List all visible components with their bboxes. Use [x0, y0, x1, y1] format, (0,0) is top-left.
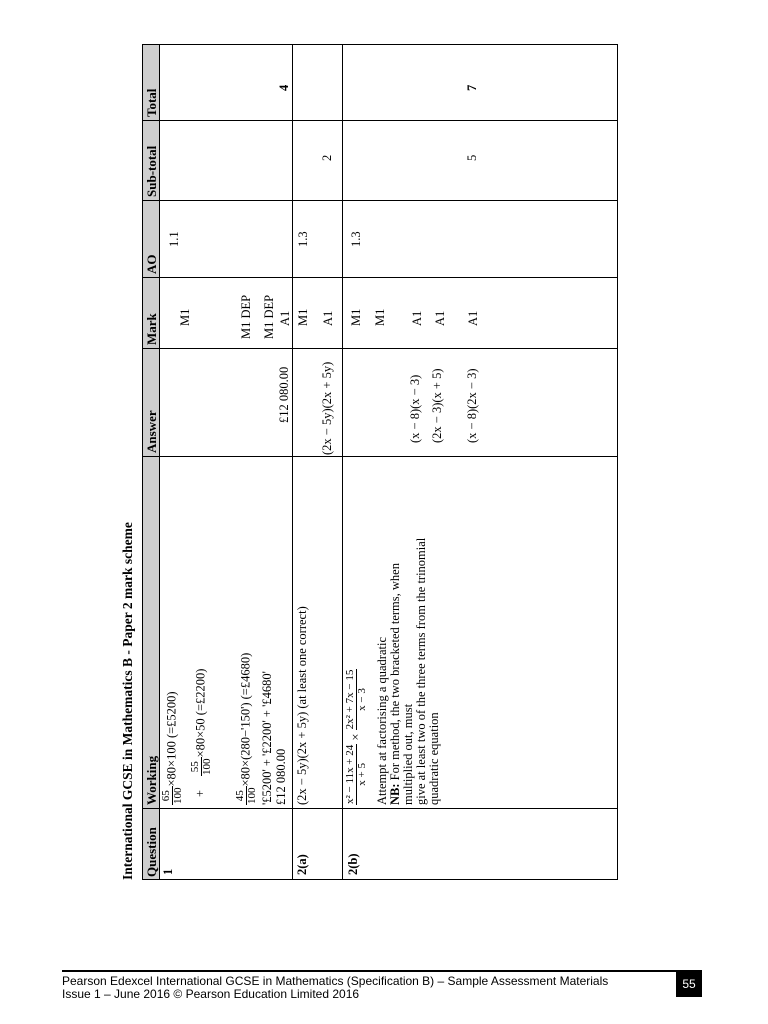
q2a-mark-2: A1 — [321, 310, 335, 326]
header-mark: Mark — [144, 313, 159, 345]
q2b-answer-3: (x − 8)(2x − 3) — [465, 368, 479, 443]
column-divider — [143, 200, 617, 201]
q1-ao: 1.1 — [167, 231, 181, 247]
column-divider — [143, 808, 617, 809]
column-divider — [143, 277, 617, 278]
header-subtotal: Sub-total — [144, 145, 159, 197]
q1-mark-1: M1 — [178, 308, 192, 326]
row-divider — [342, 45, 343, 879]
q2b-mark-3: A1 — [410, 310, 424, 326]
q1-total: 4 — [277, 84, 291, 91]
table-header-row — [143, 45, 160, 879]
q2a-answer: (2x − 5y)(2x + 5y) — [320, 361, 334, 455]
q2b-mark-5: A1 — [466, 310, 480, 326]
page-footer — [62, 975, 662, 1001]
question-2a-label: 2(a) — [295, 854, 309, 875]
q2a-subtotal: 2 — [320, 154, 334, 161]
q1-mark-4: A1 — [278, 310, 292, 326]
question-2b-label: 2(b) — [346, 853, 360, 875]
q2a-ao: 1.3 — [296, 231, 310, 247]
q2b-subtotal: 5 — [465, 154, 479, 161]
q1-mark-2: M1 DEP — [239, 294, 253, 339]
q2a-mark-1: M1 — [296, 308, 310, 326]
footer-rule — [62, 970, 702, 972]
rotated-mark-scheme-page — [120, 40, 596, 880]
q2b-working-expression: x² − 11x + 24 x + 5 × 2x² + 7x − 15 x − 3 — [344, 669, 368, 804]
q2b-ao: 1.3 — [349, 231, 363, 247]
q2b-mark-4: A1 — [433, 310, 447, 326]
column-divider — [143, 348, 617, 349]
q2b-answer-2: (2x − 3)(x + 5) — [430, 368, 444, 443]
header-working: Working — [144, 755, 159, 805]
q2b-total: 7 — [465, 84, 479, 91]
q2b-mark-1: M1 — [349, 308, 363, 326]
q1-working-line-1: 65 100 ×80×100 (=£5200) — [160, 691, 184, 804]
header-question: Question — [144, 827, 159, 877]
q1-working-line-5: £12 080.00 — [274, 748, 288, 805]
q2a-working: (2x − 5y)(2x + 5y) (at least one correct) — [295, 606, 309, 805]
q1-working-line-2: + 55 100 ×80×50 (=£2200) — [189, 668, 213, 797]
header-total: Total — [144, 88, 159, 117]
column-divider — [143, 456, 617, 457]
mark-scheme-table — [142, 44, 618, 880]
q1-working-line-4: '£5200' + '£2200' + '£4680' — [260, 671, 274, 805]
column-divider — [143, 120, 617, 121]
page-number: 55 — [676, 971, 702, 997]
q2b-working-line-5: quadratic equation — [427, 712, 441, 805]
q2b-working-line-1: Attempt at factorising a quadratic — [375, 637, 389, 805]
header-answer: Answer — [144, 410, 159, 453]
question-1-label: 1 — [161, 868, 175, 875]
q1-mark-3: M1 DEP — [262, 294, 276, 339]
q2b-working-line-3: multiplied out, must — [401, 703, 415, 805]
q2b-working-line-4: give at least two of the three terms from the trinomial — [414, 537, 428, 805]
q2b-mark-2: M1 — [373, 308, 387, 326]
page-title: International GCSE in Mathematics B - Paper 2 mark scheme — [120, 522, 135, 880]
q1-working-line-3: 45 100 ×80×(280−'150') (=£4680) — [234, 652, 258, 804]
q2b-answer-1: (x − 8)(x − 3) — [408, 374, 422, 443]
q1-answer: £12 080.00 — [277, 366, 291, 423]
footer-line-1: Pearson Edexcel International GCSE in Mathematics (Specification B) – Sample Assessment Materials — [62, 974, 609, 988]
footer-line-2: Issue 1 – June 2016 © Pearson Education Limited 2016 — [62, 987, 360, 1001]
header-ao: AO — [144, 254, 159, 274]
q2b-working-line-2: NB: For method, the two bracketed terms, when — [388, 563, 402, 805]
row-divider — [292, 45, 293, 879]
